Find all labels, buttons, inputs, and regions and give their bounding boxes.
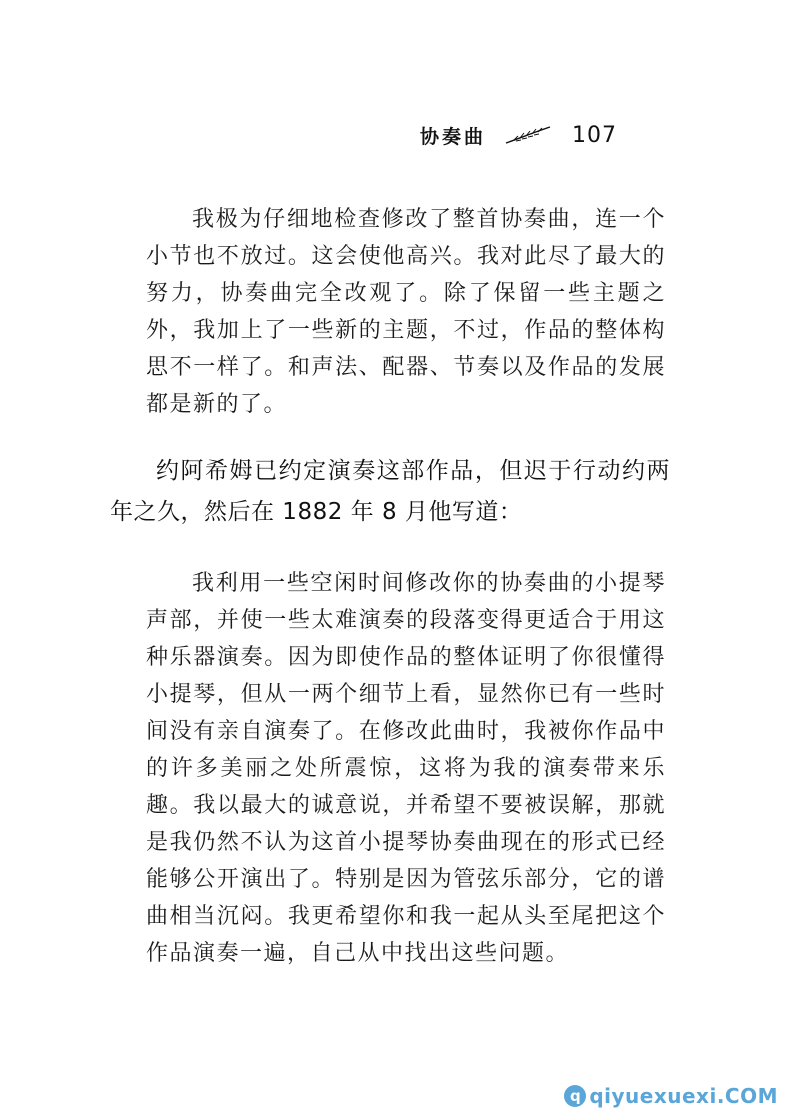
watermark-text: qiyuexuexi.COM — [589, 1084, 778, 1108]
q-circle-icon: q — [564, 1085, 586, 1107]
running-header — [420, 118, 617, 152]
letter-quote-paragraph: 我极为仔细地检查修改了整首协奏曲，连一个小节也不放过。这会使他高兴。我对此尽了最大的努力，协奏曲完全改观了。除了保留一些主题之外，我加上了一些新的主题，不过，作品的整体构思不一样了。和声法、配器、节奏以及作品的发展都是新的了。 — [146, 207, 666, 417]
letter-quote-paragraph: 我利用一些空闲时间修改你的协奏曲的小提琴声部，并使一些太难演奏的段落变得更适合于用这种乐器演奏。因为即使作品的整体证明了你很懂得小提琴，但从一两个细节上看，显然你已有一些时间没有亲自演奏了。在修改此曲时，我被你作品中的许多美丽之处所震惊，这将为我的演奏带来乐趣。我以最大的诚意说，并希望不要被误解，那就是我仍然不认为这首小提琴协奏曲现在的形式已经能够公开演出了。特别是因为管弦乐部分，它的谱曲相当沉闷。我更希望你和我一起从头至尾把这个作品演奏一遍，自己从中找出这些问题。 — [146, 571, 666, 966]
feather-ornament-icon — [504, 125, 552, 145]
page-number: 107 — [572, 122, 618, 148]
site-watermark — [564, 1084, 778, 1108]
chapter-title: 协奏曲 — [420, 125, 487, 148]
narrative-paragraph: 约阿希姆已约定演奏这部作品，但迟于行动约两年之久，然后在 1882 年 8 月他写道： — [110, 458, 670, 525]
